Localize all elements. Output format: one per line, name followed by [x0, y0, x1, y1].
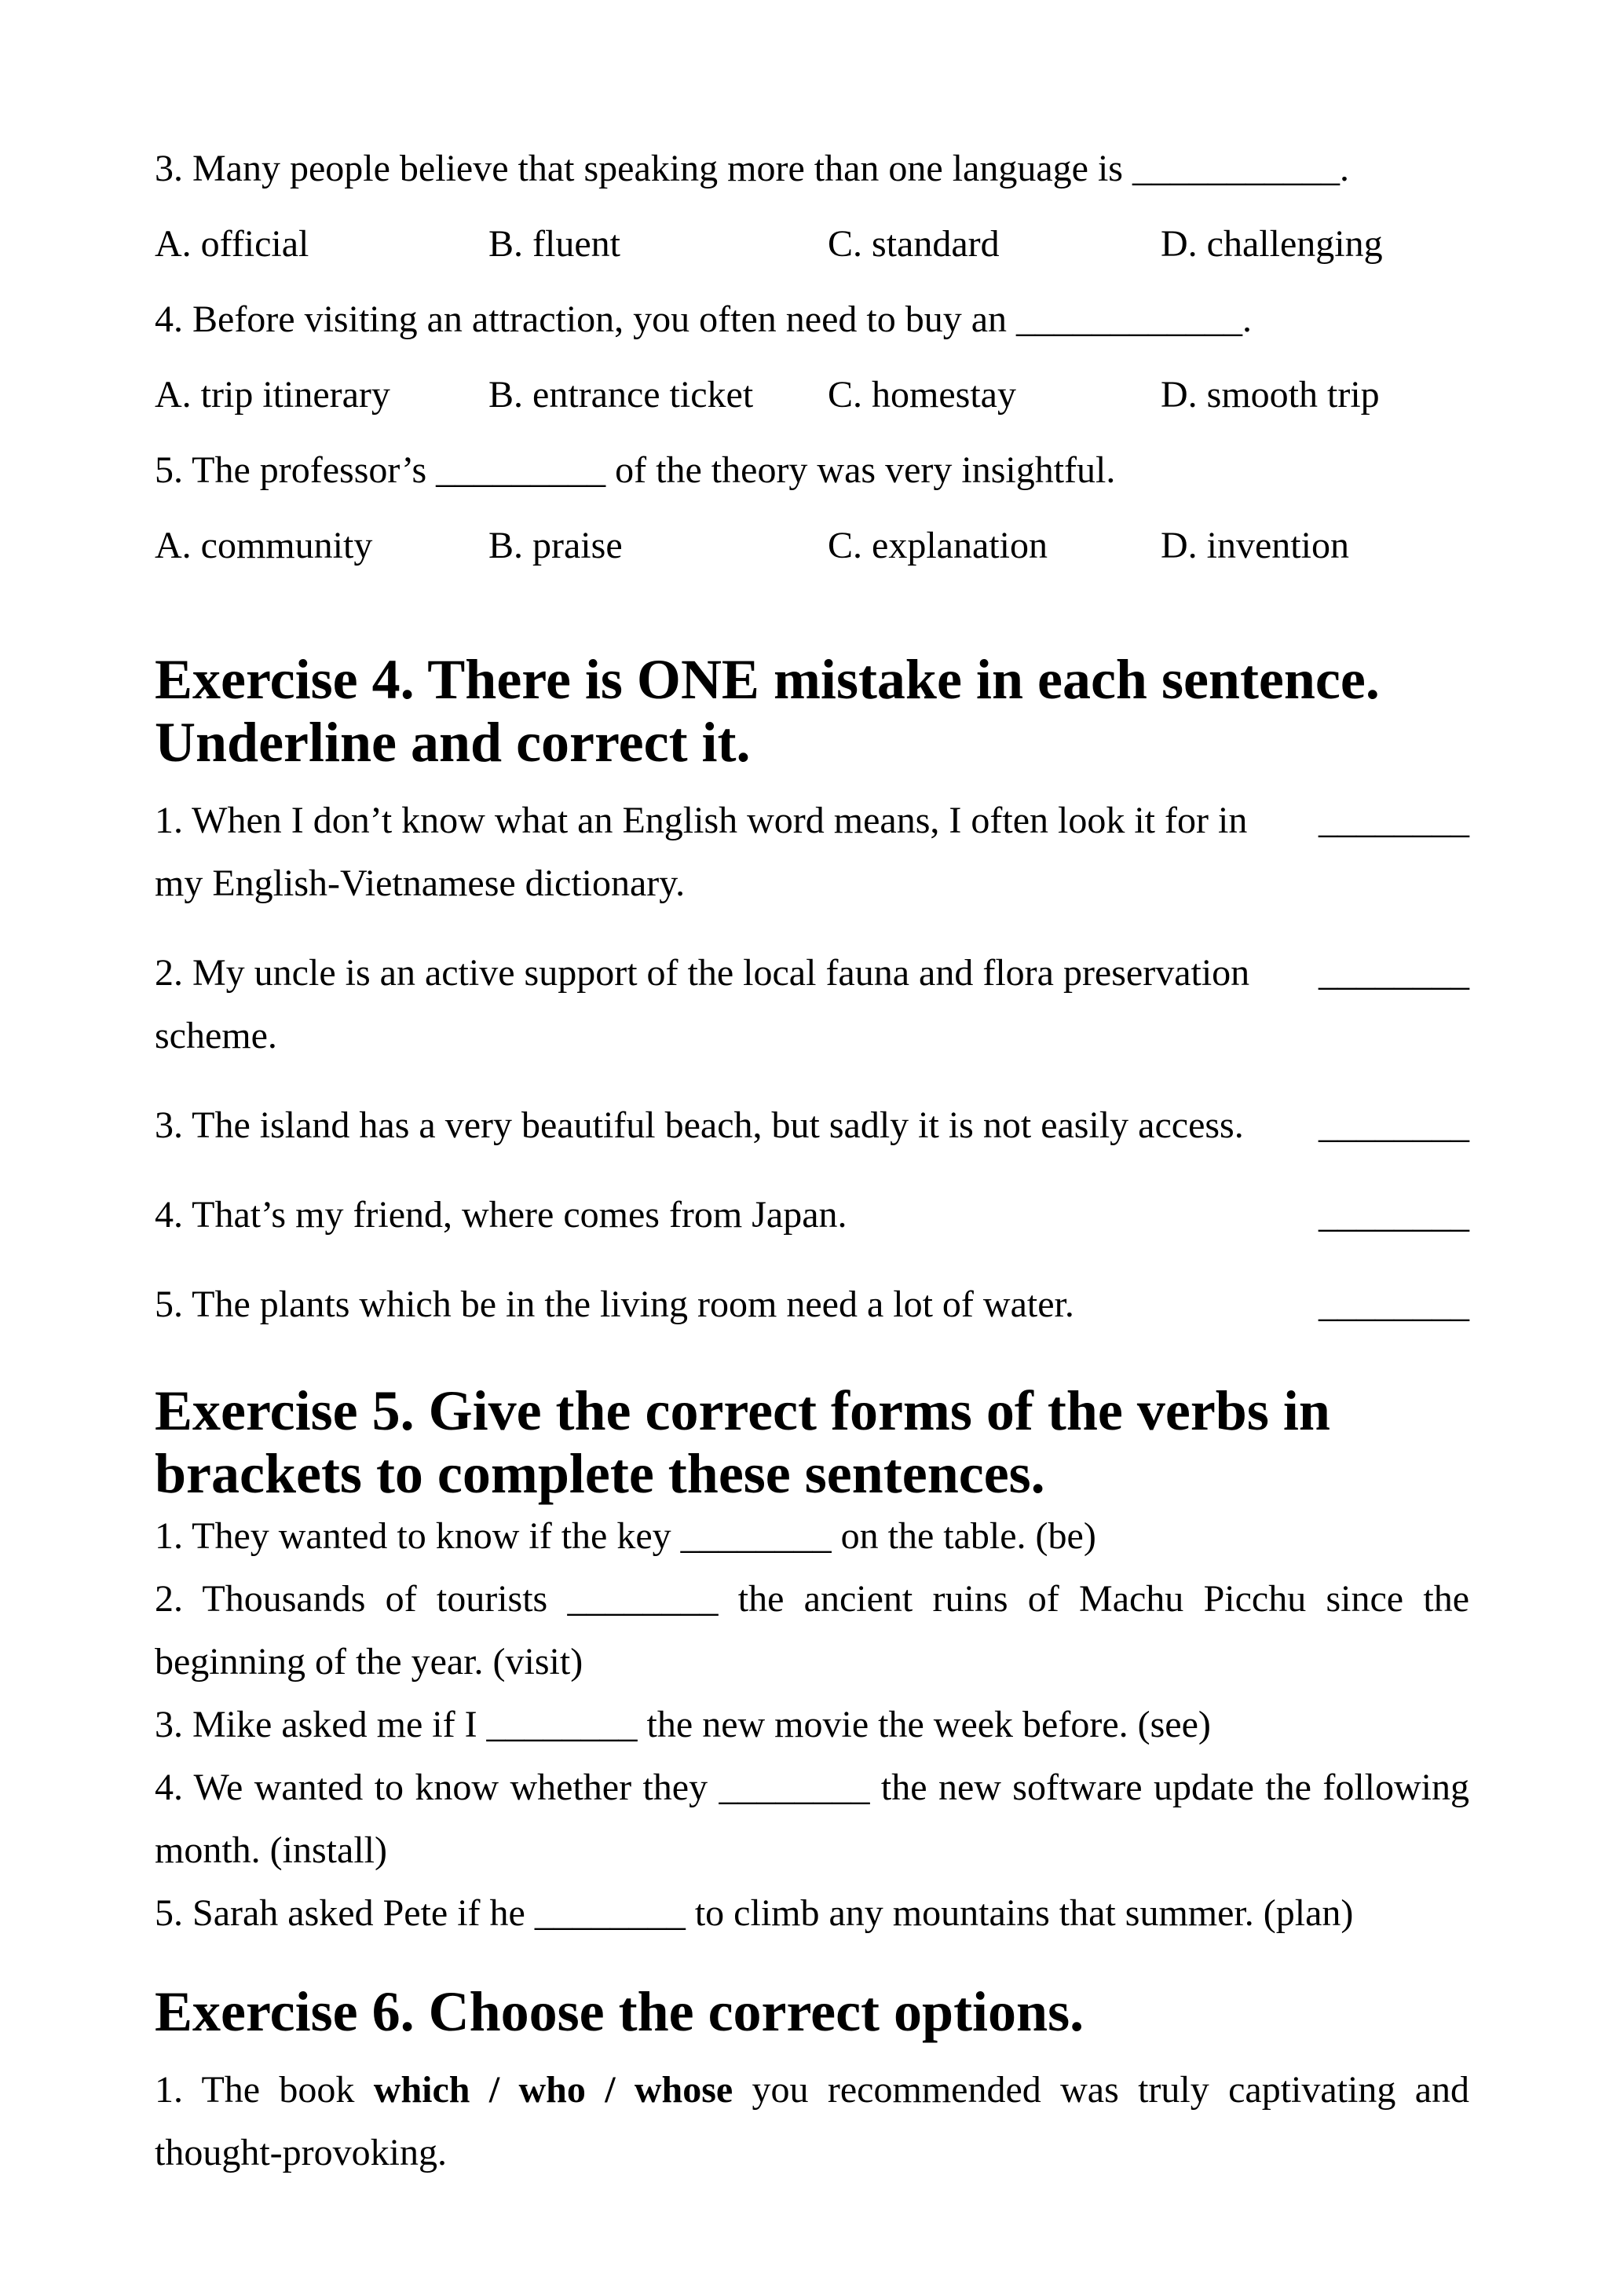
mcq-options-row-4 — [155, 364, 1469, 427]
choose-option-suffix: you recommended was truly captivating and thought-provoking. — [155, 2069, 1469, 2173]
exercise6-title: Exercise 6. Choose the correct options. — [155, 1980, 1084, 2043]
mcq-option-4b: B. entrance ticket — [488, 374, 754, 416]
mistake-sentence: 1. When I don’t know what an English word means, I often look it for in my English-Vietnamese dictionary. — [155, 800, 1248, 904]
mistake-item-3 — [155, 1094, 1469, 1157]
mistake-item-2 — [155, 942, 1469, 1067]
mistake-item-5 — [155, 1273, 1469, 1336]
mcq-option-4c: C. homestay — [828, 374, 1016, 416]
mcq-option-5c: C. explanation — [828, 525, 1048, 566]
verb-form-item-3: 3. Mike asked me if I ________ the new movie the week before. (see) — [155, 1704, 1211, 1745]
exercise5-title: Exercise 5. Give the correct forms of the verbs in brackets to complete these sentences. — [155, 1379, 1330, 1505]
mcq-options-row-5 — [155, 514, 1469, 577]
mcq-option-3a: A. official — [155, 223, 309, 265]
answer-blank: ________ — [1319, 1104, 1469, 1146]
mistake-sentence: 4. That’s my friend, where comes from Japan. — [155, 1194, 847, 1236]
exercise5-section — [155, 1505, 1469, 1945]
mcq-option-5a: A. community — [155, 525, 373, 566]
choose-option-prefix: 1. The book — [155, 2069, 374, 2111]
mcq-question-4: 4. Before visiting an attraction, you often need to buy an ____________. — [155, 298, 1253, 340]
mcq-question-3: 3. Many people believe that speaking more than one language is ___________. — [155, 148, 1349, 189]
mcq-option-3c: C. standard — [828, 223, 1000, 265]
mcq-option-5b: B. praise — [488, 525, 623, 566]
mistake-item-4 — [155, 1184, 1469, 1247]
mcq-option-3b: B. fluent — [488, 223, 620, 265]
verb-form-item-2: 2. Thousands of tourists ________ the ancient ruins of Machu Picchu since the beginning of the year. (visit) — [155, 1578, 1469, 1683]
choose-option-item-1 — [155, 2059, 1469, 2184]
exercise4-title: Exercise 4. There is ONE mistake in each sentence. Underline and correct it. — [155, 648, 1380, 774]
answer-blank: ________ — [1319, 1283, 1469, 1325]
verb-form-item-5: 5. Sarah asked Pete if he ________ to climb any mountains that summer. (plan) — [155, 1892, 1354, 1934]
mcq-options-row-3 — [155, 213, 1469, 276]
mcq-option-4d: D. smooth trip — [1161, 374, 1380, 416]
answer-blank: ________ — [1319, 1194, 1469, 1236]
mistake-sentence: 3. The island has a very beautiful beach, but sadly it is not easily access. — [155, 1104, 1244, 1146]
mistake-sentence: 2. My uncle is an active support of the local fauna and flora preservation scheme. — [155, 952, 1250, 1056]
mcq-question-5: 5. The professor’s _________ of the theory was very insightful. — [155, 449, 1116, 491]
mcq-option-4a: A. trip itinerary — [155, 374, 390, 416]
verb-form-item-4: 4. We wanted to know whether they ________ the new software update the following month. (install) — [155, 1767, 1469, 1871]
mcq-option-5d: D. invention — [1161, 525, 1349, 566]
mcq-option-3d: D. challenging — [1161, 223, 1383, 265]
answer-blank: ________ — [1319, 800, 1469, 841]
exercise4-section — [155, 789, 1469, 1336]
answer-blank: ________ — [1319, 952, 1469, 994]
verb-form-item-1: 1. They wanted to know if the key ________ on the table. (be) — [155, 1515, 1096, 1557]
mistake-sentence: 5. The plants which be in the living room need a lot of water. — [155, 1283, 1074, 1325]
mistake-item-1 — [155, 789, 1469, 915]
exercise6-section — [155, 2059, 1469, 2184]
mcq-section — [155, 137, 1469, 577]
choose-option-choices: which / who / whose — [373, 2069, 733, 2111]
